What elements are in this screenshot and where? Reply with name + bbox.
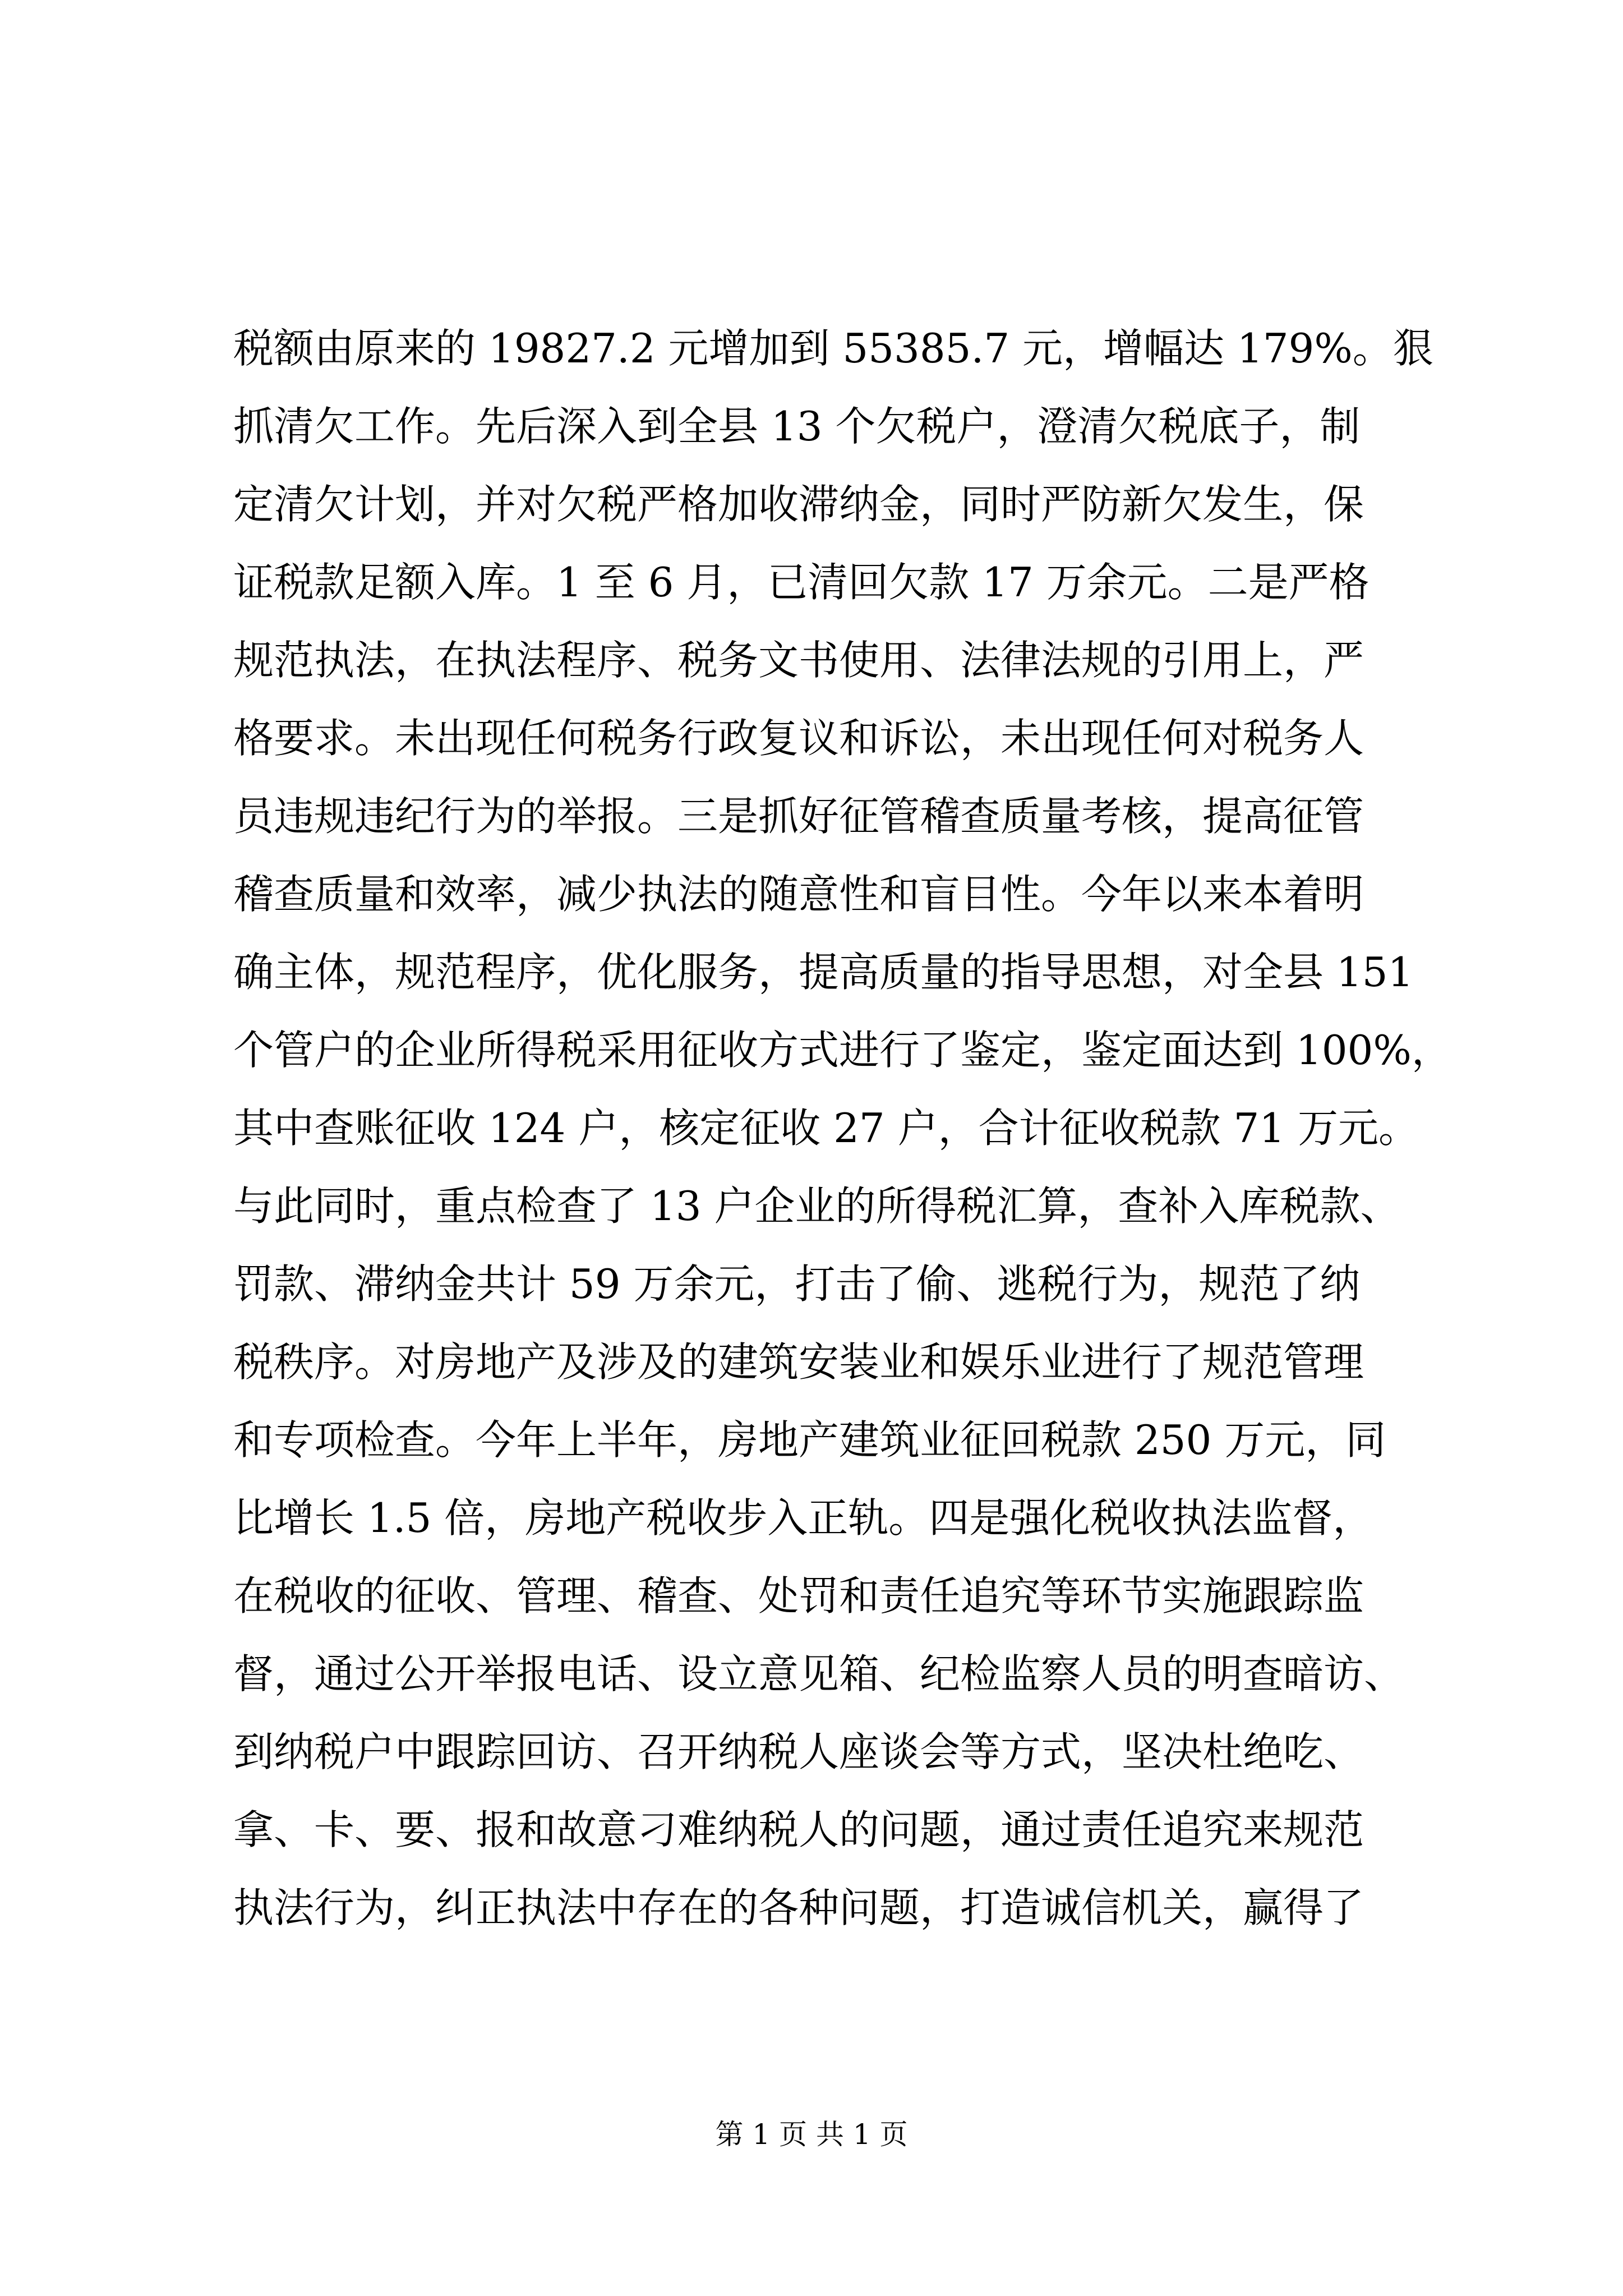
text-line: 督，通过公开举报电话、设立意见箱、纪检监察人员的明查暗访、 [233,1650,1405,1697]
text-line: 税额由原来的 19827.2 元增加到 55385.7 元，增幅达 179%。狠 [233,325,1433,372]
text-line: 拿、卡、要、报和故意刁难纳税人的问题，通过责任追究来规范 [233,1806,1364,1853]
text-line: 罚款、滞纳金共计 59 万余元，打击了偷、逃税行为，规范了纳 [233,1260,1361,1308]
text-line: 税秩序。对房地产及涉及的建筑安装业和娱乐业进行了规范管理 [233,1338,1364,1386]
text-line: 与此同时，重点检查了 13 户企业的所得税汇算，查补入库税款、 [233,1182,1401,1230]
text-line: 执法行为，纠正执法中存在的各种问题，打造诚信机关，赢得了 [233,1884,1364,1931]
page-footer: 第 1 页 共 1 页 [715,2118,908,2151]
body-paragraph [233,310,1452,1947]
text-line: 员违规违纪行为的举报。三是抓好征管稽查质量考核，提高征管 [233,793,1364,840]
text-line: 比增长 1.5 倍，房地产税收步入正轨。四是强化税收执法监督， [233,1494,1373,1542]
text-line: 和专项检查。今年上半年，房地产建筑业征回税款 250 万元，同 [233,1416,1386,1464]
text-line: 证税款足额入库。1 至 6 月，已清回欠款 17 万余元。二是严格 [233,559,1370,606]
text-line: 格要求。未出现任何税务行政复议和诉讼，未出现任何对税务人 [233,715,1364,762]
text-line: 到纳税户中跟踪回访、召开纳税人座谈会等方式，坚决杜绝吃、 [233,1728,1364,1775]
text-line: 其中查账征收 124 户，核定征收 27 户，合计征收税款 71 万元。 [233,1105,1419,1152]
text-line: 个管户的企业所得税采用征收方式进行了鉴定，鉴定面达到 100%， [233,1027,1452,1074]
text-line: 在税收的征收、管理、稽查、处罚和责任追究等环节实施跟踪监 [233,1572,1364,1619]
text-line: 抓清欠工作。先后深入到全县 13 个欠税户，澄清欠税底子，制 [233,403,1361,450]
text-line: 定清欠计划，并对欠税严格加收滞纳金，同时严防新欠发生，保 [233,481,1364,528]
text-line: 规范执法，在执法程序、税务文书使用、法律法规的引用上，严 [233,637,1364,684]
text-line: 稽查质量和效率，减少执法的随意性和盲目性。今年以来本着明 [233,871,1364,918]
text-line: 确主体，规范程序，优化服务，提高质量的指导思想，对全县 151 [233,949,1414,996]
